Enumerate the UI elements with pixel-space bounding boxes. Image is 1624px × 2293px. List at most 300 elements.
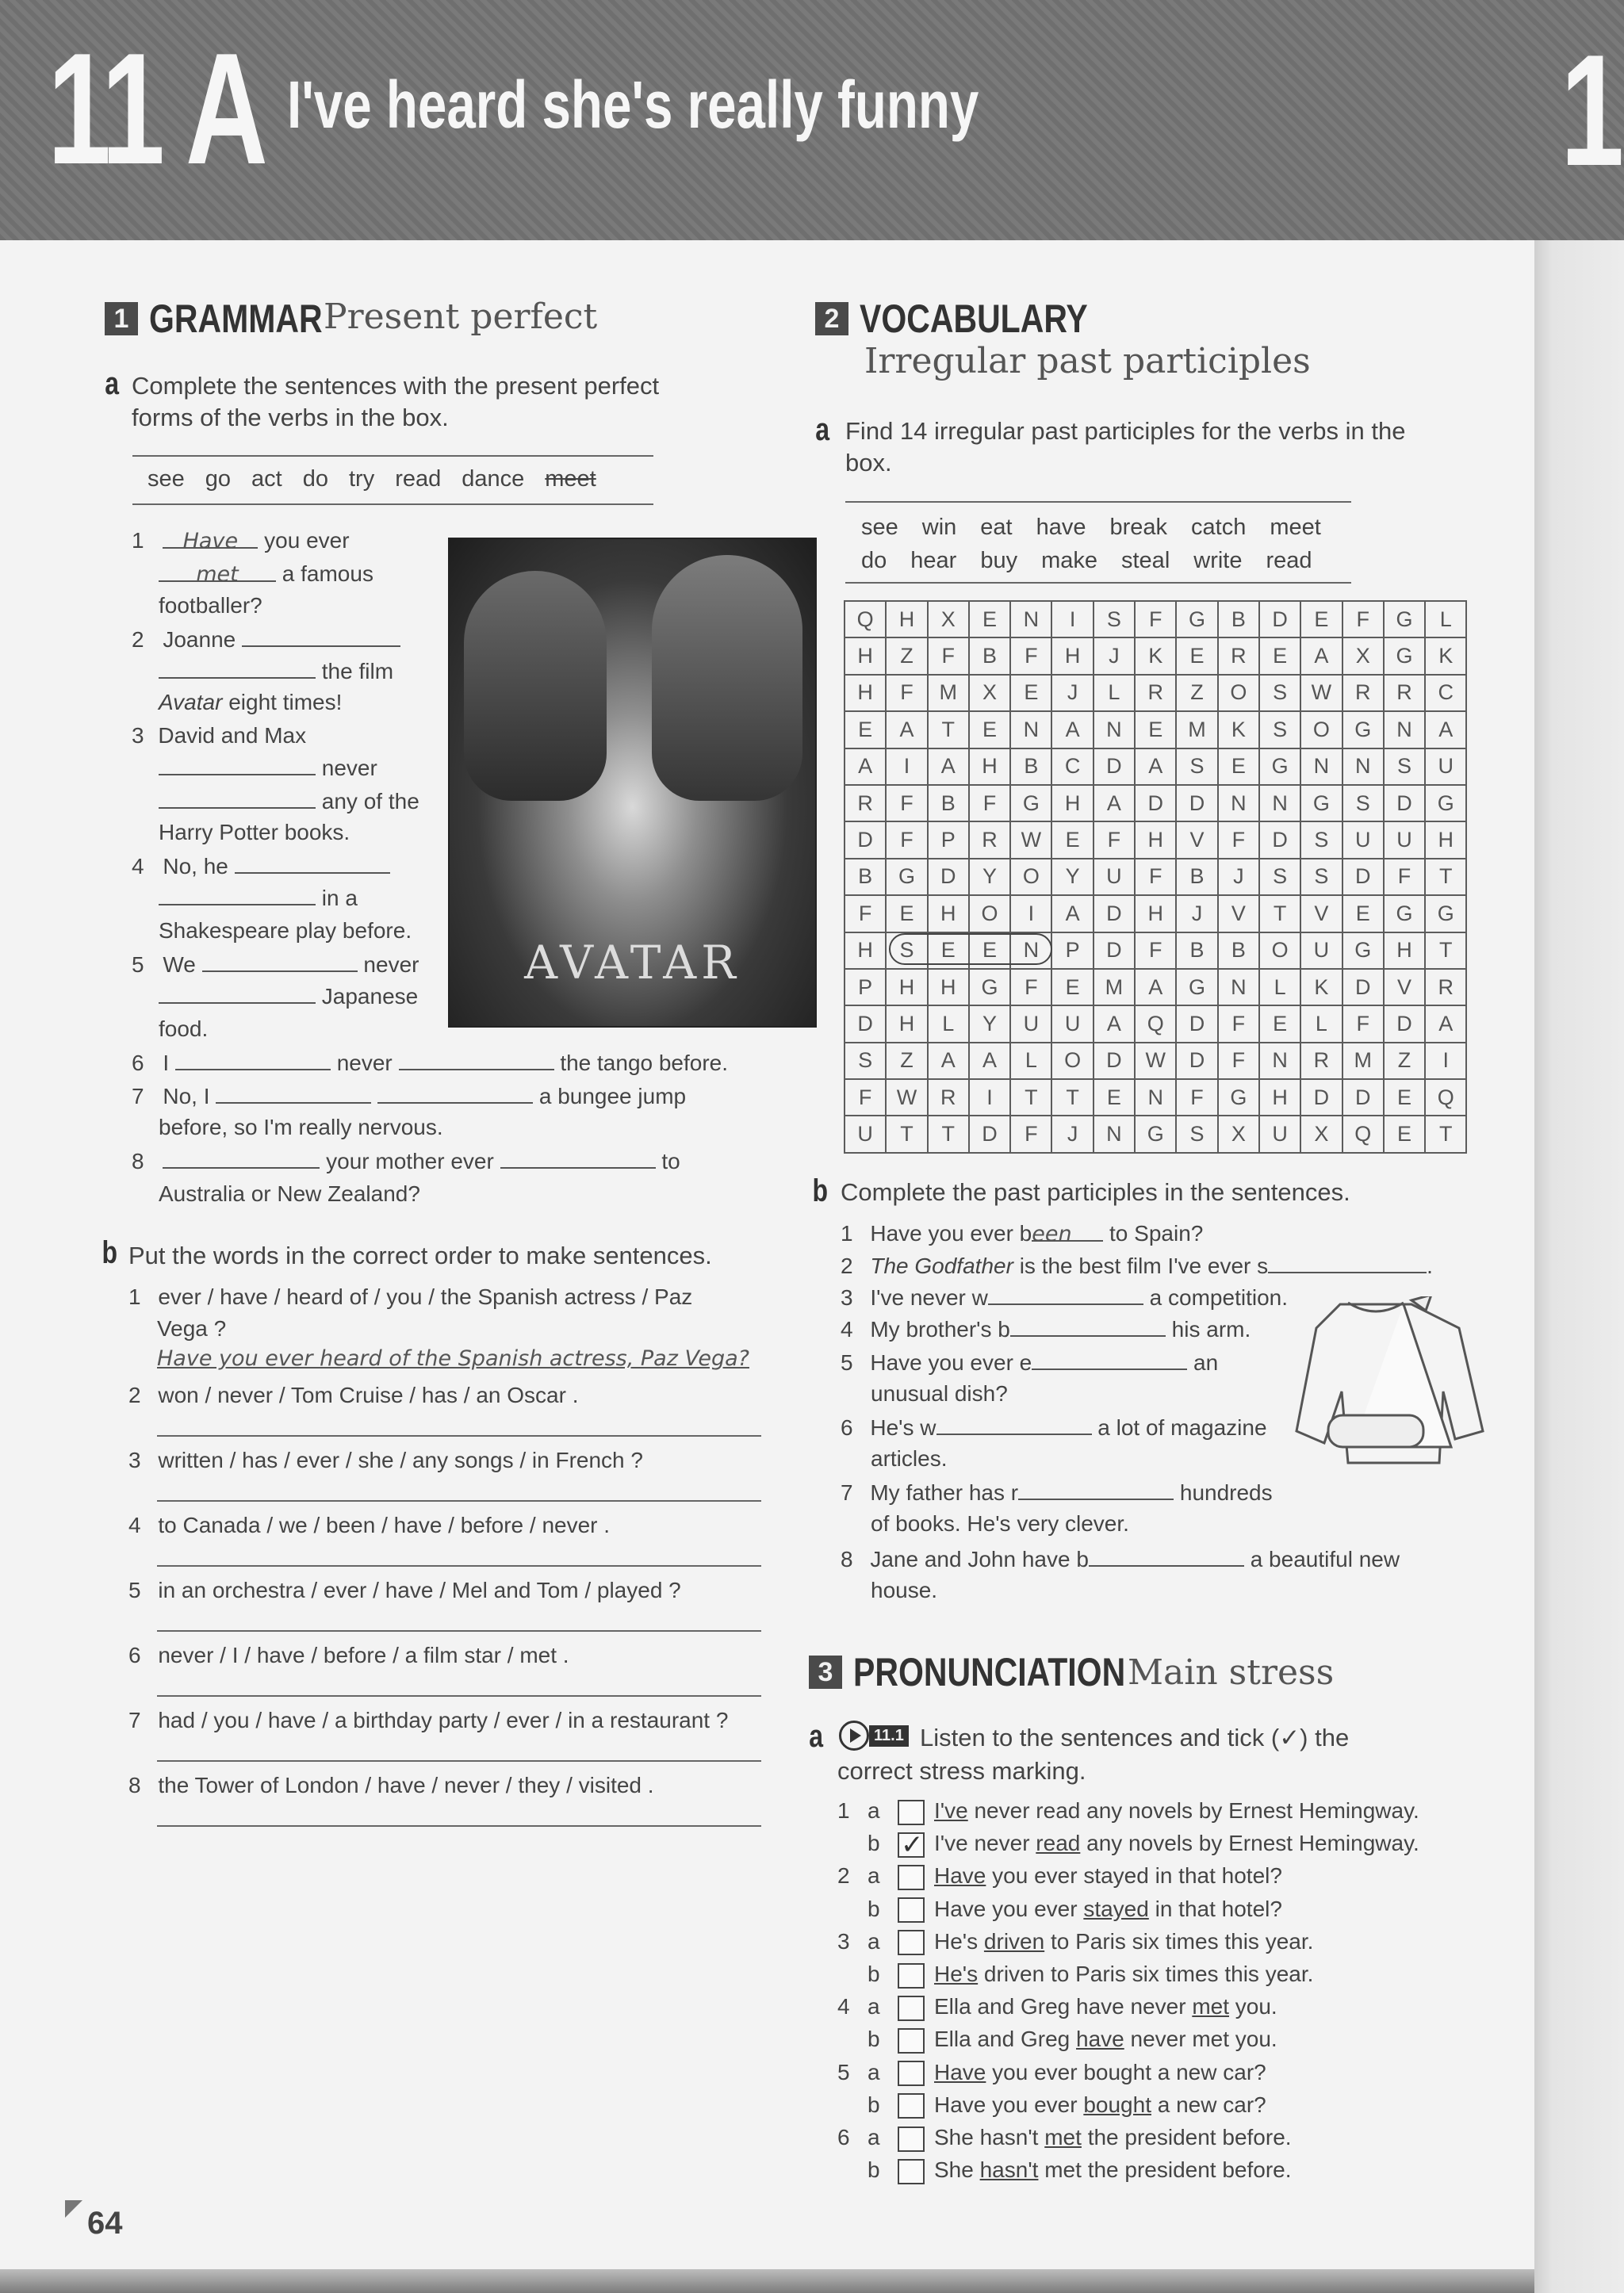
tick-checkbox[interactable] — [898, 2061, 925, 2086]
answer-line[interactable] — [157, 1630, 761, 1632]
audio-track-button[interactable] — [839, 1721, 909, 1751]
grid-cell[interactable]: H — [886, 1005, 927, 1042]
stress-option-row — [837, 2057, 1266, 2088]
grid-cell[interactable]: G — [1259, 748, 1300, 785]
stress-sentence: He's driven to Paris six times this year. — [934, 1928, 1314, 1954]
grid-cell[interactable]: E — [1051, 969, 1093, 1005]
grid-cell[interactable]: U — [845, 1116, 886, 1152]
grid-cell[interactable]: U — [1094, 859, 1135, 895]
grid-cell[interactable]: B — [969, 637, 1010, 674]
section-number: 2 — [815, 302, 848, 335]
verb-word-box: see go act do try read dance meet — [147, 466, 596, 492]
grid-cell[interactable]: N — [1342, 748, 1384, 785]
grid-cell[interactable]: D — [1342, 969, 1384, 1005]
grid-cell[interactable]: F — [1135, 859, 1176, 895]
grid-cell[interactable]: J — [1218, 859, 1259, 895]
grid-cell[interactable]: V — [1300, 895, 1342, 932]
grid-cell[interactable]: D — [1094, 1043, 1135, 1079]
page-corner-mark — [65, 2200, 82, 2218]
grid-cell[interactable]: D — [1094, 895, 1135, 932]
grid-cell[interactable]: D — [1094, 932, 1135, 969]
stress-sentence: I've never read any novels by Ernest Hemingway. — [934, 1798, 1419, 1823]
grid-cell[interactable]: H — [928, 895, 969, 932]
next-unit-number: 1 — [1561, 22, 1624, 199]
grid-cell[interactable]: N — [1094, 1116, 1135, 1152]
grid-cell[interactable]: N — [1094, 711, 1135, 748]
exercise-letter: a — [105, 366, 120, 401]
grid-cell[interactable]: C — [1425, 675, 1466, 711]
grid-cell[interactable]: E — [1051, 821, 1093, 858]
grid-cell[interactable]: X — [969, 675, 1010, 711]
grid-cell[interactable]: A — [1300, 637, 1342, 674]
grid-cell[interactable]: R — [928, 1079, 969, 1116]
grid-cell[interactable]: E — [1259, 637, 1300, 674]
grid-cell[interactable]: H — [928, 969, 969, 1005]
vocab-b-item-7: 7 My father has r hundreds — [841, 1476, 1273, 1509]
grid-cell[interactable]: S — [1259, 675, 1300, 711]
grid-cell[interactable]: D — [1135, 785, 1176, 821]
grid-cell[interactable]: N — [1218, 785, 1259, 821]
grid-cell[interactable]: F — [886, 821, 927, 858]
grid-cell[interactable]: B — [1218, 932, 1259, 969]
grid-cell[interactable]: G — [1342, 932, 1384, 969]
tick-checkbox[interactable] — [898, 1996, 925, 2021]
tick-checkbox[interactable] — [898, 1800, 925, 1825]
grid-cell[interactable]: H — [845, 675, 886, 711]
exercise-instruction: Complete the past participles in the sentences. — [841, 1178, 1350, 1206]
answer-line[interactable] — [157, 1435, 761, 1437]
grid-cell[interactable]: G — [1010, 785, 1051, 821]
grid-cell[interactable]: L — [1300, 1005, 1342, 1042]
grid-cell[interactable]: H — [845, 932, 886, 969]
option-letter: a — [868, 2125, 880, 2149]
tick-checkbox[interactable] — [898, 1865, 925, 1890]
grammar-a-item-5: 5 We never — [132, 948, 419, 981]
item-number: 5 — [837, 2059, 850, 2084]
grid-cell[interactable]: F — [1342, 601, 1384, 637]
grid-cell[interactable]: I — [969, 1079, 1010, 1116]
grid-cell[interactable]: A — [1425, 711, 1466, 748]
grid-cell[interactable]: S — [1176, 748, 1217, 785]
grid-cell[interactable]: D — [1384, 785, 1425, 821]
grid-cell[interactable]: U — [1384, 821, 1425, 858]
tick-checkbox[interactable] — [898, 2159, 925, 2184]
grid-cell[interactable]: U — [1425, 748, 1466, 785]
unit-title: I've heard she's really funny — [287, 67, 979, 142]
grid-cell[interactable]: N — [1010, 711, 1051, 748]
grid-cell[interactable]: D — [1259, 601, 1300, 637]
grid-cell[interactable]: U — [1051, 1005, 1093, 1042]
grid-cell[interactable]: G — [1425, 895, 1466, 932]
grid-cell[interactable]: P — [845, 969, 886, 1005]
grid-cell[interactable]: A — [845, 748, 886, 785]
word-box-bottom-rule — [845, 582, 1351, 584]
grid-cell[interactable]: D — [1384, 1005, 1425, 1042]
stress-sentence: She hasn't met the president before. — [934, 2157, 1292, 2183]
grid-cell[interactable]: U — [1300, 932, 1342, 969]
grid-cell[interactable]: H — [1051, 637, 1093, 674]
grid-cell[interactable]: U — [1259, 1116, 1300, 1152]
grid-cell[interactable]: D — [1094, 748, 1135, 785]
grid-cell[interactable]: A — [1051, 711, 1093, 748]
option-letter: a — [868, 1994, 880, 2019]
grid-cell[interactable]: N — [1010, 601, 1051, 637]
grid-cell[interactable]: S — [1094, 601, 1135, 637]
grid-cell[interactable]: G — [1218, 1079, 1259, 1116]
grid-cell[interactable]: F — [1342, 1005, 1384, 1042]
item-number: 6 — [837, 2125, 850, 2149]
grid-cell[interactable]: H — [1384, 932, 1425, 969]
grid-cell[interactable]: E — [1300, 601, 1342, 637]
grid-cell[interactable]: R — [1218, 637, 1259, 674]
grid-cell[interactable]: M — [1342, 1043, 1384, 1079]
grid-cell[interactable]: H — [1051, 785, 1093, 821]
grid-cell[interactable]: E — [969, 711, 1010, 748]
option-letter: a — [868, 1798, 880, 1823]
grid-cell[interactable]: N — [1218, 969, 1259, 1005]
grid-cell[interactable]: F — [1218, 1005, 1259, 1042]
grid-cell[interactable]: G — [886, 859, 927, 895]
grid-cell[interactable]: D — [1259, 821, 1300, 858]
grid-cell[interactable]: W — [886, 1079, 927, 1116]
exercise-letter: a — [809, 1719, 824, 1754]
grid-cell[interactable]: F — [1135, 932, 1176, 969]
grid-cell[interactable]: R — [1300, 1043, 1342, 1079]
grid-cell[interactable]: X — [1342, 637, 1384, 674]
grid-cell[interactable]: R — [969, 821, 1010, 858]
grid-cell[interactable]: E — [928, 932, 969, 969]
stress-option-row — [837, 1860, 1282, 1892]
grid-cell[interactable]: B — [1218, 601, 1259, 637]
grammar-a-item-3: 3 David and Max — [132, 723, 307, 748]
stress-option-row — [837, 1926, 1313, 1958]
grid-cell[interactable]: Z — [1384, 1043, 1425, 1079]
grid-cell[interactable]: E — [969, 601, 1010, 637]
grid-cell[interactable]: J — [1094, 637, 1135, 674]
grid-cell[interactable]: L — [1425, 601, 1466, 637]
grid-cell[interactable]: E — [845, 711, 886, 748]
grid-cell[interactable]: R — [1342, 675, 1384, 711]
grid-cell[interactable]: R — [1384, 675, 1425, 711]
grid-cell[interactable]: Z — [1176, 675, 1217, 711]
grammar-b-item-3: 3 written / has / ever / she / any songs / in French ? — [128, 1448, 643, 1472]
exercise-letter: b — [102, 1235, 117, 1270]
grid-cell[interactable]: F — [1135, 601, 1176, 637]
grammar-a-item-7: 7 No, I a bungee jump — [132, 1080, 686, 1112]
grid-cell[interactable]: O — [1051, 1043, 1093, 1079]
grid-cell[interactable]: T — [1051, 1079, 1093, 1116]
grid-cell[interactable]: J — [1051, 1116, 1093, 1152]
grid-cell[interactable]: F — [1218, 1043, 1259, 1079]
grid-cell[interactable]: E — [1342, 895, 1384, 932]
tick-checkbox[interactable] — [898, 1963, 925, 1989]
grid-cell[interactable]: A — [886, 711, 927, 748]
word-search-grid[interactable] — [844, 600, 1467, 1154]
tick-checkbox[interactable] — [898, 2093, 925, 2119]
grid-cell[interactable]: P — [1051, 932, 1093, 969]
answer-line[interactable] — [157, 1565, 761, 1567]
grid-cell[interactable]: V — [1218, 895, 1259, 932]
grid-cell[interactable]: C — [1051, 748, 1093, 785]
grid-cell[interactable]: F — [845, 895, 886, 932]
vocab-b-item-8: 8 Jane and John have b a beautiful new — [841, 1543, 1400, 1575]
grid-cell[interactable]: T — [928, 1116, 969, 1152]
grid-cell[interactable]: A — [928, 1043, 969, 1079]
grid-cell[interactable]: L — [1010, 1043, 1051, 1079]
grid-cell[interactable]: F — [928, 637, 969, 674]
grid-cell[interactable]: G — [1300, 785, 1342, 821]
grid-cell[interactable]: H — [1135, 895, 1176, 932]
grid-cell[interactable]: U — [1342, 821, 1384, 858]
grid-cell[interactable]: S — [886, 932, 927, 969]
grid-cell[interactable]: A — [1425, 1005, 1466, 1042]
grid-cell[interactable]: E — [969, 932, 1010, 969]
option-letter: b — [868, 2157, 880, 2183]
grid-cell[interactable]: V — [1384, 969, 1425, 1005]
grid-cell[interactable]: B — [1010, 748, 1051, 785]
tick-checkbox[interactable] — [898, 1930, 925, 1955]
grid-cell[interactable]: M — [1176, 711, 1217, 748]
grid-cell[interactable]: D — [928, 859, 969, 895]
grid-cell[interactable]: N — [1259, 785, 1300, 821]
grid-cell[interactable]: Q — [1135, 1005, 1176, 1042]
grid-cell[interactable]: O — [1259, 932, 1300, 969]
grid-cell[interactable]: N — [1384, 711, 1425, 748]
grid-cell[interactable]: T — [1425, 932, 1466, 969]
grid-cell[interactable]: G — [1176, 969, 1217, 1005]
grid-cell[interactable]: G — [1135, 1116, 1176, 1152]
grid-cell[interactable]: A — [1135, 969, 1176, 1005]
grid-cell[interactable]: E — [886, 895, 927, 932]
grid-cell[interactable]: H — [845, 637, 886, 674]
grammar-b-item-2: 2 won / never / Tom Cruise / has / an Oscar . — [128, 1383, 579, 1407]
grid-cell[interactable]: G — [1425, 785, 1466, 821]
section-title: GRAMMAR — [149, 297, 324, 341]
grid-cell[interactable]: K — [1300, 969, 1342, 1005]
grid-cell[interactable]: O — [1300, 711, 1342, 748]
grid-cell[interactable]: A — [1094, 1005, 1135, 1042]
section-subtitle: Present perfect — [324, 297, 598, 337]
grid-cell[interactable]: D — [969, 1116, 1010, 1152]
exercise-instruction: Put the words in the correct order to make sentences. — [128, 1242, 712, 1269]
answer-line[interactable] — [157, 1500, 761, 1502]
answer-line[interactable] — [157, 1760, 761, 1762]
grid-row — [845, 711, 1466, 748]
grid-cell[interactable]: S — [1259, 711, 1300, 748]
stress-sentence: He's driven to Paris six times this year. — [934, 1962, 1314, 1986]
grid-cell[interactable]: F — [1010, 1116, 1051, 1152]
grid-cell[interactable]: A — [928, 748, 969, 785]
grid-row — [845, 601, 1466, 637]
grid-cell[interactable]: F — [1010, 637, 1051, 674]
grid-cell[interactable]: X — [928, 601, 969, 637]
stress-option-row — [837, 1828, 1419, 1859]
exercise-letter: b — [812, 1173, 828, 1208]
grid-cell[interactable]: Q — [1425, 1079, 1466, 1116]
grid-cell[interactable]: F — [1094, 821, 1135, 858]
grid-cell[interactable]: D — [1300, 1079, 1342, 1116]
grid-cell[interactable]: G — [1176, 601, 1217, 637]
grid-cell[interactable]: R — [1135, 675, 1176, 711]
grid-cell[interactable]: B — [1176, 932, 1217, 969]
grid-cell[interactable]: U — [1010, 1005, 1051, 1042]
item-number: 2 — [837, 1863, 850, 1889]
grid-cell[interactable]: X — [1218, 1116, 1259, 1152]
grid-cell[interactable]: E — [1218, 748, 1259, 785]
grid-cell[interactable]: D — [1176, 785, 1217, 821]
grid-cell[interactable]: S — [1300, 859, 1342, 895]
grid-cell[interactable]: T — [1259, 895, 1300, 932]
grid-row — [845, 1005, 1466, 1042]
grid-cell[interactable]: D — [1176, 1043, 1217, 1079]
grid-cell[interactable]: F — [1384, 859, 1425, 895]
grid-cell[interactable]: R — [1425, 969, 1466, 1005]
grid-cell[interactable]: E — [1010, 675, 1051, 711]
grid-cell[interactable]: T — [1010, 1079, 1051, 1116]
grammar-b-item-4: 4 to Canada / we / been / have / before / never . — [128, 1513, 611, 1537]
grid-cell[interactable]: O — [1010, 859, 1051, 895]
grid-cell[interactable]: A — [1051, 895, 1093, 932]
next-page-edge — [1534, 0, 1624, 2293]
stress-option-row — [837, 1958, 1313, 1990]
grid-row — [845, 821, 1466, 858]
grid-cell[interactable]: A — [969, 1043, 1010, 1079]
grid-cell[interactable]: O — [969, 895, 1010, 932]
tick-checkbox[interactable] — [898, 2126, 925, 2152]
option-letter: b — [868, 1962, 880, 1986]
grid-cell[interactable]: I — [1051, 601, 1093, 637]
grid-cell[interactable]: E — [1384, 1079, 1425, 1116]
grid-cell[interactable]: Q — [1342, 1116, 1384, 1152]
grid-cell[interactable]: W — [1010, 821, 1051, 858]
grid-cell[interactable]: H — [1425, 821, 1466, 858]
grid-cell[interactable]: Q — [845, 601, 886, 637]
grid-cell[interactable]: H — [969, 748, 1010, 785]
tick-checkbox[interactable] — [898, 2028, 925, 2054]
grid-row — [845, 748, 1466, 785]
section-subtitle: Irregular past participles — [864, 341, 1311, 381]
grid-cell[interactable]: Y — [1051, 859, 1093, 895]
verb-word-box: see win eat have break catch meet do hear buy make steal write read — [861, 515, 1321, 573]
grid-cell[interactable]: S — [1176, 1116, 1217, 1152]
answer-line[interactable] — [157, 1695, 761, 1697]
grid-cell[interactable]: L — [1259, 969, 1300, 1005]
grid-cell[interactable]: J — [1176, 895, 1217, 932]
grid-cell[interactable]: J — [1051, 675, 1093, 711]
grid-cell[interactable]: V — [1176, 821, 1217, 858]
grid-cell[interactable]: W — [1135, 1043, 1176, 1079]
grid-cell[interactable]: N — [1259, 1043, 1300, 1079]
grid-cell[interactable]: D — [845, 821, 886, 858]
grid-cell[interactable]: Z — [886, 637, 927, 674]
grid-cell[interactable]: T — [886, 1116, 927, 1152]
grid-cell[interactable]: M — [1094, 969, 1135, 1005]
grid-cell[interactable]: F — [969, 785, 1010, 821]
grid-cell[interactable]: P — [928, 821, 969, 858]
grid-cell[interactable]: Y — [969, 859, 1010, 895]
grid-cell[interactable]: D — [845, 1005, 886, 1042]
grid-cell[interactable]: R — [845, 785, 886, 821]
stress-sentence: I've never read any novels by Ernest Hemingway. — [934, 1831, 1419, 1856]
grid-cell[interactable]: E — [1384, 1116, 1425, 1152]
tick-checkbox[interactable] — [898, 1897, 925, 1923]
grid-cell[interactable]: B — [845, 859, 886, 895]
grid-cell[interactable]: E — [1259, 1005, 1300, 1042]
grid-cell[interactable]: F — [886, 785, 927, 821]
grid-cell[interactable]: A — [1094, 785, 1135, 821]
grid-cell[interactable]: G — [969, 969, 1010, 1005]
grid-cell[interactable]: K — [1218, 711, 1259, 748]
grid-cell[interactable]: F — [845, 1079, 886, 1116]
grid-cell[interactable]: H — [886, 969, 927, 1005]
grid-cell[interactable]: B — [1176, 859, 1217, 895]
grid-cell[interactable]: S — [1384, 748, 1425, 785]
grammar-a-item-1: 1 Have you ever — [132, 525, 350, 557]
grid-cell[interactable]: X — [1300, 1116, 1342, 1152]
grid-cell[interactable]: N — [1010, 932, 1051, 969]
grid-cell[interactable]: E — [1176, 637, 1217, 674]
grid-cell[interactable]: G — [1384, 637, 1425, 674]
grid-cell[interactable]: K — [1135, 637, 1176, 674]
grid-cell[interactable]: N — [1135, 1079, 1176, 1116]
grid-cell[interactable]: D — [1176, 1005, 1217, 1042]
section-number: 3 — [809, 1656, 842, 1689]
answer-line[interactable] — [157, 1825, 761, 1827]
grid-cell[interactable]: G — [1384, 601, 1425, 637]
grid-cell[interactable]: O — [1218, 675, 1259, 711]
grid-cell[interactable]: F — [1218, 821, 1259, 858]
grid-cell[interactable]: I — [886, 748, 927, 785]
grid-cell[interactable]: F — [886, 675, 927, 711]
grid-cell[interactable]: K — [1425, 637, 1466, 674]
tick-checkbox[interactable] — [898, 1829, 925, 1860]
grid-cell[interactable]: S — [1259, 859, 1300, 895]
grid-cell[interactable]: N — [1300, 748, 1342, 785]
grid-cell[interactable]: T — [1425, 1116, 1466, 1152]
grid-cell[interactable]: F — [1176, 1079, 1217, 1116]
grid-cell[interactable]: G — [1384, 895, 1425, 932]
grid-cell[interactable]: L — [928, 1005, 969, 1042]
grid-cell[interactable]: I — [1425, 1043, 1466, 1079]
grid-cell[interactable]: H — [1259, 1079, 1300, 1116]
grid-cell[interactable]: L — [1094, 675, 1135, 711]
grid-cell[interactable]: W — [1300, 675, 1342, 711]
grid-cell[interactable]: M — [928, 675, 969, 711]
grid-cell[interactable]: S — [845, 1043, 886, 1079]
grid-cell[interactable]: T — [1425, 859, 1466, 895]
grid-cell[interactable]: Z — [886, 1043, 927, 1079]
grid-cell[interactable]: D — [1342, 1079, 1384, 1116]
grid-cell[interactable]: D — [1342, 859, 1384, 895]
grid-cell[interactable]: S — [1300, 821, 1342, 858]
grammar-b-item-5: 5 in an orchestra / ever / have / Mel and Tom / played ? — [128, 1578, 681, 1602]
grid-cell[interactable]: T — [928, 711, 969, 748]
grid-row — [845, 859, 1466, 895]
grid-cell[interactable]: E — [1135, 711, 1176, 748]
grid-cell[interactable]: Y — [969, 1005, 1010, 1042]
grid-cell[interactable]: S — [1342, 785, 1384, 821]
grid-cell[interactable]: G — [1342, 711, 1384, 748]
grid-cell[interactable]: I — [1010, 895, 1051, 932]
grid-cell[interactable]: B — [928, 785, 969, 821]
grid-cell[interactable]: H — [886, 601, 927, 637]
grid-cell[interactable]: H — [1135, 821, 1176, 858]
grammar-b-item-8: 8 the Tower of London / have / never / they / visited . — [128, 1773, 654, 1797]
grid-cell[interactable]: A — [1135, 748, 1176, 785]
grid-cell[interactable]: F — [1010, 969, 1051, 1005]
grammar-b-item-7: 7 had / you / have / a birthday party / ever / in a restaurant ? — [128, 1708, 729, 1732]
grid-cell[interactable]: E — [1094, 1079, 1135, 1116]
